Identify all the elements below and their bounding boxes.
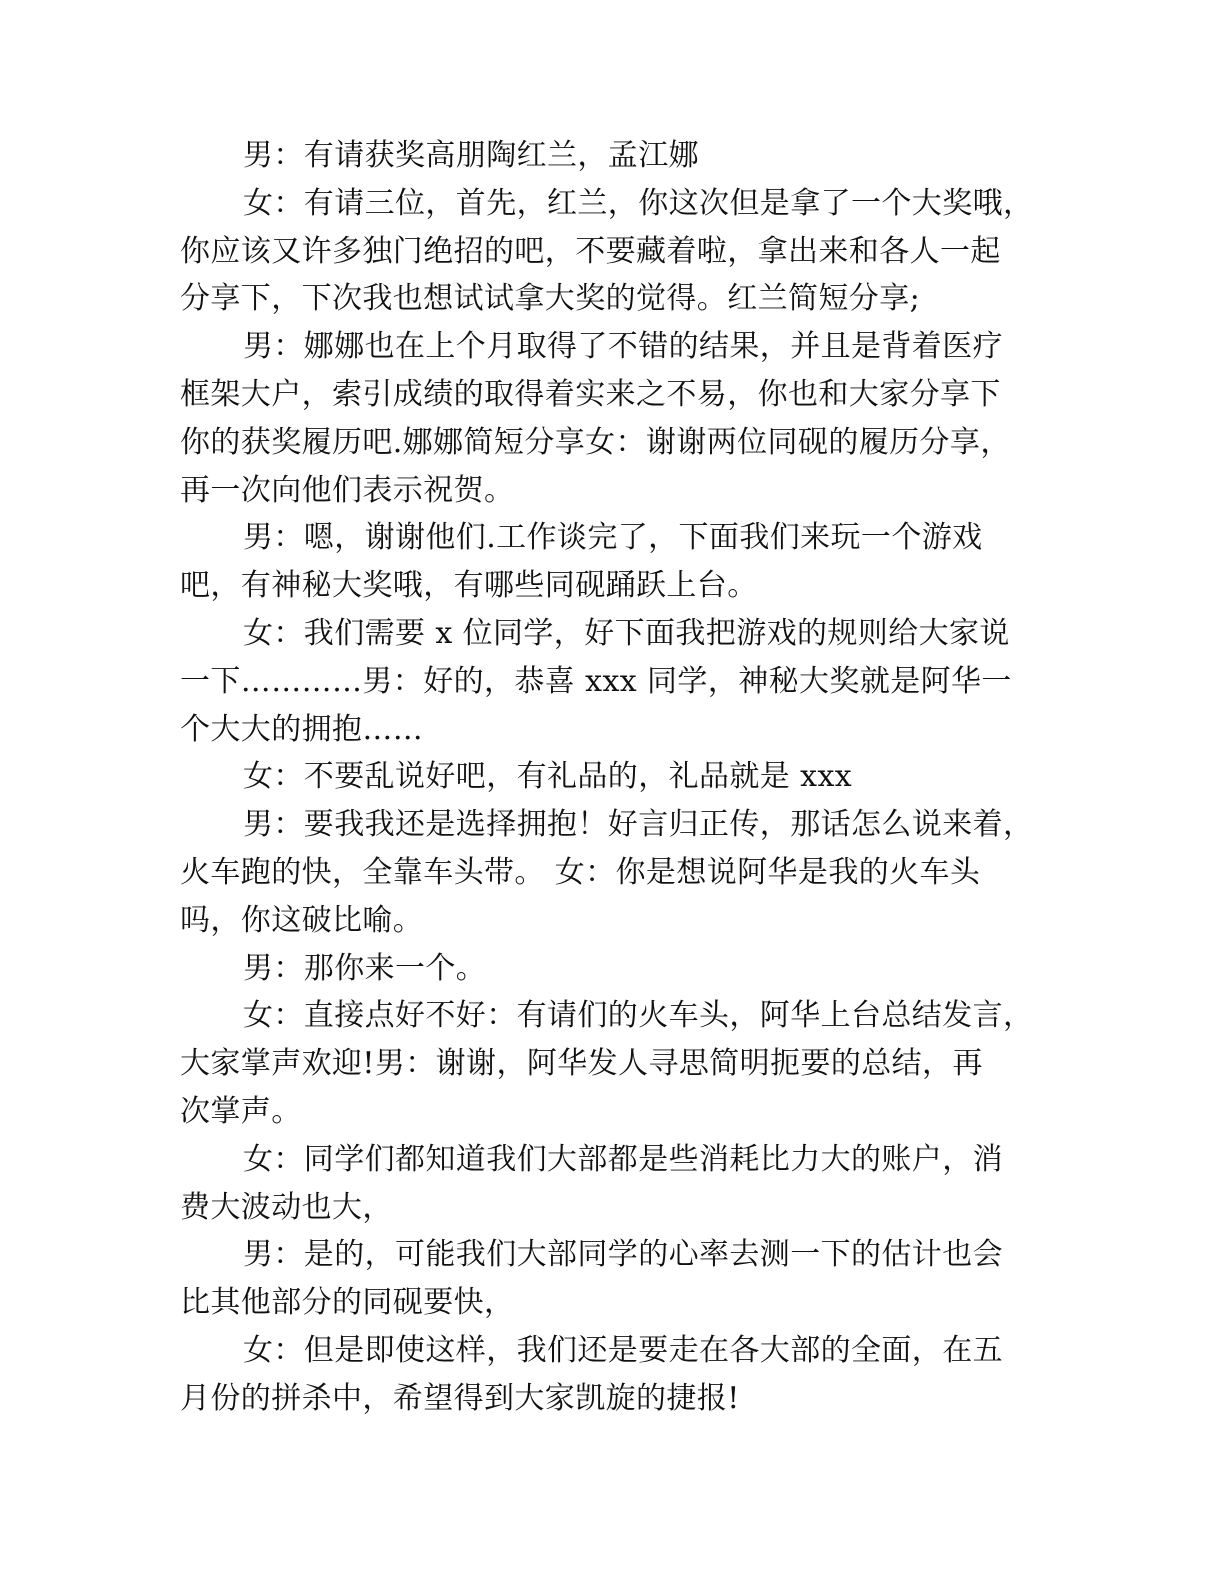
- text-line: 男：那你来一个。: [243, 950, 487, 986]
- text-line: 男：娜娜也在上个月取得了不错的结果，并且是背着医疗: [243, 329, 1003, 365]
- text-line: 个大大的拥抱……: [180, 711, 424, 747]
- text-line: 男：有请获奖高朋陶红兰，孟江娜: [243, 138, 699, 173]
- text-line: 女：不要乱说好吧，有礼品的，礼品就是 xxx: [243, 759, 853, 795]
- text-line: 吧，有神秘大奖哦，有哪些同砚踊跃上台。: [180, 568, 758, 604]
- text-line: 女：但是即使这样，我们还是要走在各大部的全面，在五: [243, 1332, 1003, 1368]
- text-line: 女：直接点好不好：有请们的火车头，阿华上台总结发言，: [243, 998, 1034, 1034]
- text-line: 费大波动也大，: [180, 1189, 393, 1225]
- text-line: 月份的拼杀中，希望得到大家凯旋的捷报!: [180, 1380, 740, 1416]
- document-body: [180, 132, 1050, 1423]
- text-line: 比其他部分的同砚要快，: [180, 1285, 515, 1321]
- text-line: 女：同学们都知道我们大部都是些消耗比力大的账户，消: [243, 1141, 1003, 1177]
- text-line: 再一次向他们表示祝贺。: [180, 472, 515, 508]
- text-line: 吗，你这破比喻。: [180, 902, 424, 938]
- text-line: 分享下，下次我也想试试拿大奖的觉得。红兰简短分享;: [180, 281, 921, 317]
- text-line: 大家掌声欢迎!男：谢谢，阿华发人寻思简明扼要的总结，再: [180, 1046, 983, 1082]
- text-line: 男：是的，可能我们大部同学的心率去测一下的估计也会: [243, 1237, 1003, 1273]
- text-line: 次掌声。: [180, 1093, 302, 1129]
- text-line: 男：要我我还是选择拥抱！好言归正传，那话怎么说来着，: [243, 807, 1034, 843]
- text-line: 你的获奖履历吧.娜娜简短分享女：谢谢两位同砚的履历分享，: [180, 424, 1011, 460]
- text-line: 你应该又许多独门绝招的吧，不要藏着啦，拿出来和各人一起: [180, 233, 1001, 269]
- text-line: 女：有请三位，首先，红兰，你这次但是拿了一个大奖哦，: [243, 185, 1034, 221]
- text-line: 火车跑的快，全靠车头带。 女：你是想说阿华是我的火车头: [180, 854, 981, 890]
- text-line: 一下…………男：好的，恭喜 xxx 同学，神秘大奖就是阿华一: [180, 663, 1012, 699]
- text-line: 框架大户，索引成绩的取得着实来之不易，你也和大家分享下: [180, 376, 1001, 412]
- text-line: 女：我们需要 x 位同学，好下面我把游戏的规则给大家说: [243, 615, 1010, 651]
- text-line: 男：嗯，谢谢他们.工作谈完了，下面我们来玩一个游戏: [243, 520, 983, 556]
